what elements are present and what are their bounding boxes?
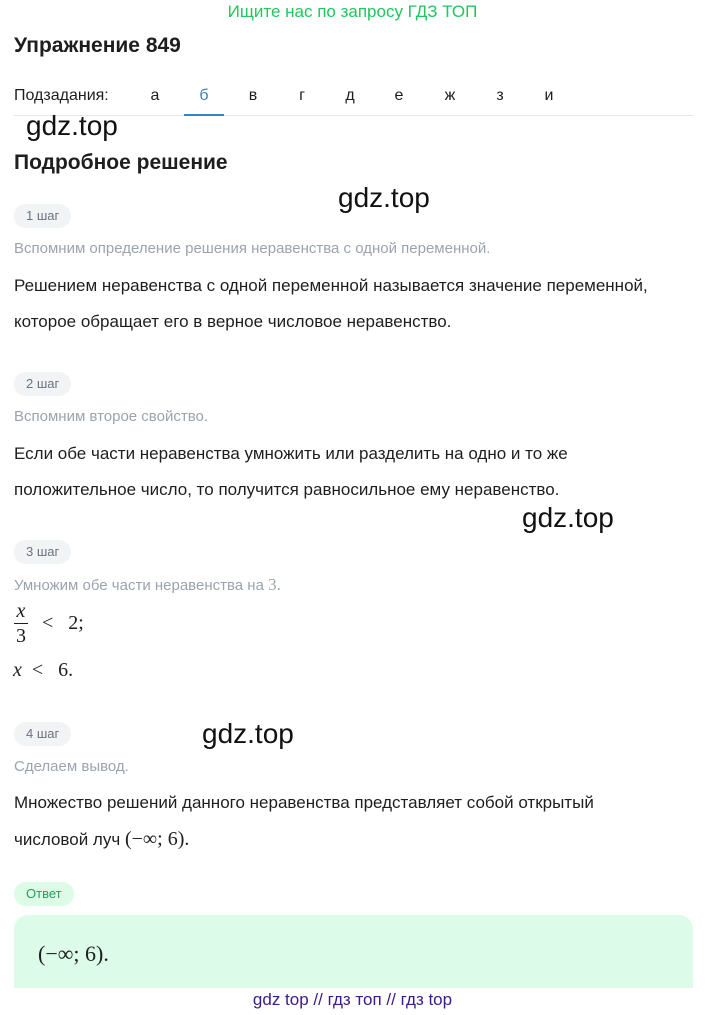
step-text: Если обе части неравенства умножить или разделить на одно и то же положительное число, то получится равносильное ему неравенство. xyxy=(14,444,568,499)
step-badge: 3 шаг xyxy=(14,540,71,564)
step-text-math: (−∞; 6). xyxy=(124,828,190,850)
subtasks-label: Подзадания: xyxy=(14,87,109,104)
subtask-tab-zh[interactable]: ж xyxy=(444,87,456,104)
inequality-rest: < 6. xyxy=(21,659,74,681)
step-hint: Вспомним определение решения неравенства с одной переменной. xyxy=(14,240,491,257)
section-title: Подробное решение xyxy=(14,151,228,174)
step-badge: 1 шаг xyxy=(14,204,71,228)
inequality-line-1: < 2; xyxy=(42,612,84,634)
answer-value: (−∞; 6). xyxy=(38,941,109,966)
top-banner: Ищите нас по запросу ГДЗ ТОП xyxy=(227,2,478,21)
watermark: gdz.top xyxy=(26,110,118,141)
step-badge: 4 шаг xyxy=(14,722,71,746)
inequality-line-2 xyxy=(13,659,73,682)
subtask-tab-g[interactable]: г xyxy=(299,87,305,104)
subtask-tab-z[interactable]: з xyxy=(496,87,504,104)
step-hint: Вспомним второе свойство. xyxy=(14,408,209,425)
step-badge: 2 шаг xyxy=(14,372,71,396)
watermark: gdz.top xyxy=(202,718,294,749)
step-hint: Сделаем вывод. xyxy=(14,758,129,775)
fraction-denominator: 3 xyxy=(16,625,26,647)
subtask-tab-v[interactable]: в xyxy=(248,87,258,104)
step-hint-text: Умножим обе части неравенства на xyxy=(14,577,264,594)
watermark: gdz.top xyxy=(338,182,430,213)
footer: gdz top // гдз топ // гдз top xyxy=(252,990,453,1009)
step-text: Множество решений данного неравенства представляет собой открытый xyxy=(14,793,594,812)
subtask-tab-d[interactable]: д xyxy=(345,87,355,104)
watermark: gdz.top xyxy=(522,502,614,533)
answer-box xyxy=(14,915,693,988)
fraction-bar xyxy=(14,623,28,624)
step-hint xyxy=(14,575,281,595)
answer-badge: Ответ xyxy=(14,882,74,906)
exercise-title: Упражнение 849 xyxy=(14,34,181,57)
step-text: Решением неравенства с одной переменной называется значение переменной, которое обращает его в верное числовое неравенство. xyxy=(14,276,648,331)
subtask-tab-i[interactable]: и xyxy=(544,87,554,104)
step-text-prefix: числовой луч xyxy=(14,830,125,849)
fraction xyxy=(14,600,28,647)
inequality-variable: x xyxy=(13,659,22,681)
fraction-numerator: x xyxy=(16,600,26,622)
step-text xyxy=(14,821,694,858)
subtask-tab-e[interactable]: е xyxy=(394,87,404,104)
subtask-tab-a[interactable]: а xyxy=(150,87,160,104)
step-hint-number: 3. xyxy=(268,575,281,594)
subtask-tab-b[interactable]: б xyxy=(184,80,224,116)
